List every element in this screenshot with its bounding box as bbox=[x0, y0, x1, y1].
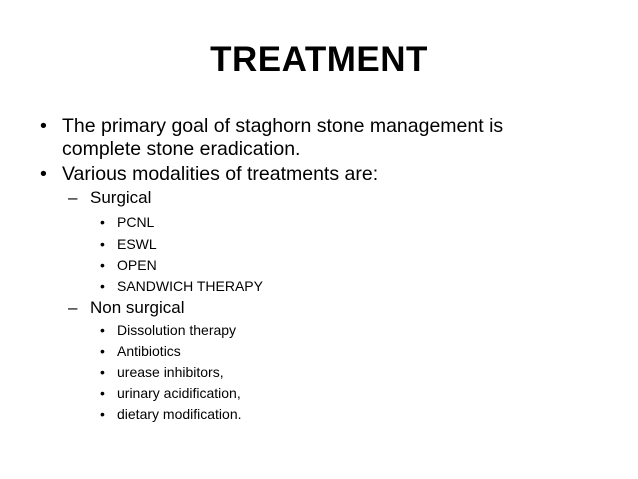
bullet-dot: • bbox=[100, 364, 105, 380]
group-surgical-label: Surgical bbox=[90, 188, 152, 207]
bullet-dot: • bbox=[100, 322, 105, 338]
bullet-goal-line2: complete stone eradication. bbox=[62, 138, 301, 160]
bullet-goal-line1: The primary goal of staghorn stone management is bbox=[62, 115, 504, 137]
bullet-dot: • bbox=[100, 406, 105, 422]
dash-marker: – bbox=[68, 298, 78, 317]
list-item-text: Dissolution therapy bbox=[117, 322, 237, 338]
list-item-text: Antibiotics bbox=[117, 343, 181, 359]
list-item-text: urinary acidification, bbox=[117, 385, 241, 401]
list-item-text: SANDWICH THERAPY bbox=[117, 278, 263, 294]
bullet-dot: • bbox=[100, 257, 105, 273]
list-item-text: PCNL bbox=[117, 214, 155, 230]
dash-marker: – bbox=[68, 188, 78, 207]
bullet-dot: • bbox=[40, 163, 47, 185]
list-item-text: dietary modification. bbox=[117, 406, 242, 422]
list-item-text: urease inhibitors, bbox=[117, 364, 224, 380]
bullet-dot: • bbox=[100, 343, 105, 359]
bullet-modalities-text: Various modalities of treatments are: bbox=[62, 163, 379, 185]
list-item-text: OPEN bbox=[117, 257, 157, 273]
list-item-text: ESWL bbox=[117, 236, 157, 252]
bullet-dot: • bbox=[100, 214, 105, 230]
bullet-dot: • bbox=[40, 115, 47, 137]
bullet-dot: • bbox=[100, 278, 105, 294]
bullet-dot: • bbox=[100, 236, 105, 252]
slide-title: TREATMENT bbox=[210, 40, 428, 79]
group-non-surgical-label: Non surgical bbox=[90, 298, 185, 317]
bullet-dot: • bbox=[100, 385, 105, 401]
